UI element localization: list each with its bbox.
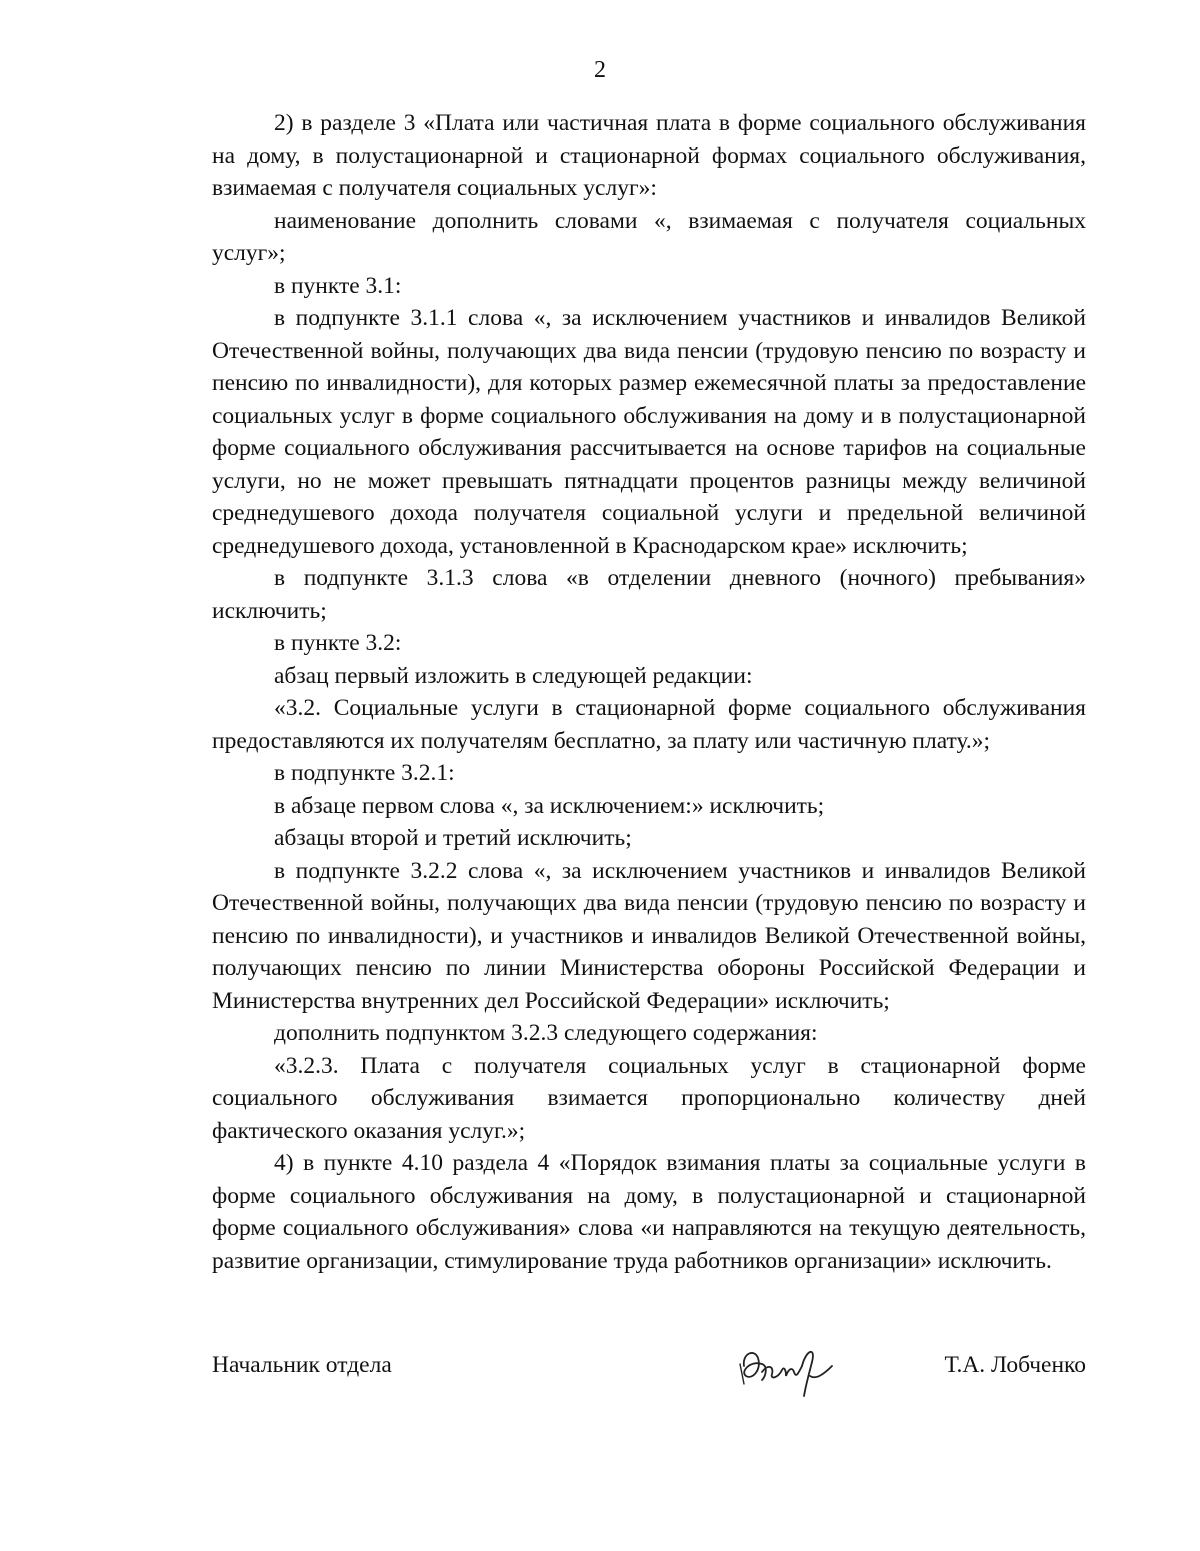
paragraph-9: в подпункте 3.2.1: (274, 760, 455, 786)
paragraph-6: в пункте 3.2: (274, 630, 402, 656)
signatory-name: Т.А. Лобченко (944, 1352, 1086, 1378)
paragraph-15: 4) в пункте 4.10 раздела 4 «Порядок взимания платы за социальные услуги в форме социального обслуживания на дому, в полустационарной и стационарной форме социального обслуживания» слова «и направляются на текущую деятельность, развитие организации, стимулирование труда работников организации» исключить. (212, 1150, 1086, 1274)
paragraph-1: 2) в разделе 3 «Плата или частичная плата в форме социального обслуживания на дому, в полустационарной и стационарной формах социального обслуживания, взимаемая с получателя социальных услуг»: (212, 110, 1086, 201)
paragraph-4: в подпункте 3.1.1 слова «, за исключением участников и инвалидов Великой Отечественной войны, получающих два вида пенсии (трудовую пенсию по возрасту и пенсию по инвалидности), для которых размер ежемесячной платы за предоставление социальных услуг в форме социального обслуживания на дому и в полустационарной форме социального обслуживания рассчитывается на основе тарифов на социальные услуги, но не может превышать пятнадцати процентов разницы между величиной среднедушевого дохода получателя социальной услуги и предельной величиной среднедушевого дохода, установленной в Краснодарском крае» исключить; (212, 305, 1086, 559)
paragraph-12: в подпункте 3.2.2 слова «, за исключением участников и инвалидов Великой Отечественной войны, получающих два вида пенсии (трудовую пенсию по возрасту и пенсию по инвалидности), и участников и инвалидов Великой Отечественной войны, получающих пенсию по линии Министерства обороны Российской Федерации и Министерства внутренних дел Российской Федерации» исключить; (212, 857, 1086, 1014)
paragraph-14: «3.2.3. Плата с получателя социальных услуг в стационарной форме социального обслуживания взимается пропорционально количеству дней фактического оказания услуг.»; (212, 1052, 1086, 1144)
paragraph-13: дополнить подпунктом 3.2.3 следующего содержания: (274, 1020, 818, 1046)
paragraph-5: в подпункте 3.1.3 слова «в отделении дневного (ночного) пребывания» исключить; (212, 565, 1086, 624)
signatory-position: Начальник отдела (212, 1352, 392, 1378)
paragraph-11: абзацы второй и третий исключить; (274, 825, 632, 851)
document-body (212, 107, 1086, 1277)
paragraph-2: наименование дополнить словами «, взимаемая с получателя социальных услуг»; (212, 207, 1086, 266)
page-number: 2 (594, 57, 606, 83)
paragraph-3: в пункте 3.1: (274, 272, 402, 299)
paragraph-10: в абзаце первом слова «, за исключением:» исключить; (274, 792, 825, 819)
handwritten-signature (732, 1336, 842, 1406)
signature-block (212, 1336, 1086, 1416)
paragraph-8: «3.2. Социальные услуги в стационарной форме социального обслуживания предоставляются их получателям бесплатно, за плату или частичную плату.»; (212, 695, 1086, 754)
paragraph-7: абзац первый изложить в следующей редакции: (274, 662, 753, 689)
